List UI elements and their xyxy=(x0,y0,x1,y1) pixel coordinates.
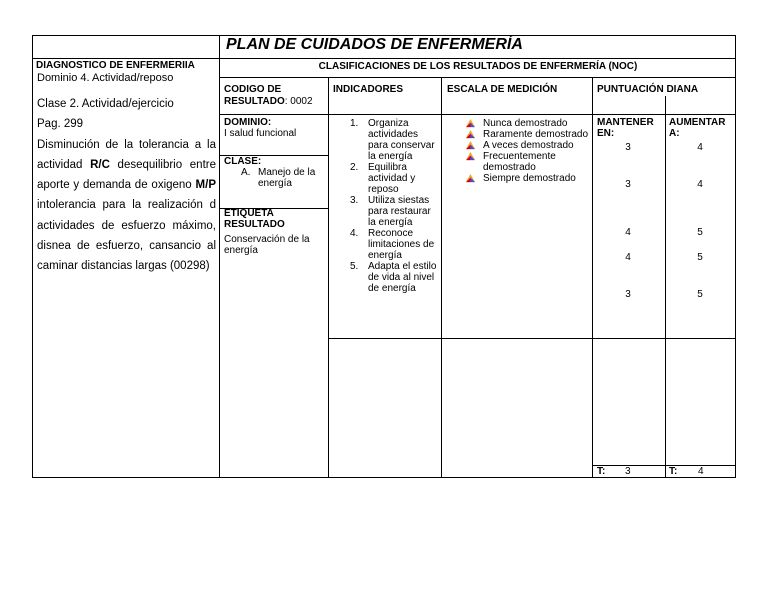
scale-text: Siempre demostrado xyxy=(483,173,576,184)
mantener-label: MANTENER EN: xyxy=(597,117,654,139)
indicator-number: 2. xyxy=(350,162,359,173)
triangle-bullet-icon xyxy=(466,141,475,150)
indicadores-header: INDICADORES xyxy=(333,84,404,95)
diagnosis-statement xyxy=(37,135,216,277)
page-title: PLAN DE CUIDADOS DE ENFERMERÍA xyxy=(226,36,523,53)
list-item xyxy=(466,151,591,173)
scale-text: Frecuentemente demostrado xyxy=(483,151,556,173)
diagnosis-body xyxy=(37,94,216,277)
mantener-score: 3 xyxy=(625,142,631,153)
table-border-right xyxy=(735,35,736,478)
mantener-score: 3 xyxy=(625,179,631,190)
etiqueta-label: ETIQUETA RESULTADO xyxy=(224,208,285,230)
indicator-text: Organiza actividades para conservar la energía xyxy=(368,118,435,162)
list-item xyxy=(466,173,591,184)
diagnosis-text-1: Disminución de la tolerancia a la actividad xyxy=(37,138,216,171)
triangle-bullet-icon xyxy=(466,174,475,183)
mantener-column-divider xyxy=(665,96,666,478)
classification-row-divider xyxy=(220,77,736,78)
diagnosis-text-3: intolerancia para la realización d actividades de esfuerzo máximo, disnea de esfuerzo, cansancio al caminar distancias largas (00298) xyxy=(37,199,216,273)
diagnosis-column-divider xyxy=(219,35,220,478)
aumentar-score: 5 xyxy=(697,252,703,263)
aumentar-label: AUMENTAR A: xyxy=(669,117,726,139)
escala-column-divider xyxy=(592,77,593,478)
list-item xyxy=(466,140,591,151)
total-aumentar-value: 4 xyxy=(698,466,704,477)
indicadores-list xyxy=(350,118,440,294)
mantener-score: 4 xyxy=(625,252,631,263)
triangle-bullet-icon xyxy=(466,130,475,139)
escala-list xyxy=(466,118,591,184)
indicator-text: Utiliza siestas para restaurar la energía xyxy=(368,195,431,228)
scale-text: Raramente demostrado xyxy=(483,129,589,140)
clase-label: CLASE: xyxy=(224,156,262,167)
indicator-text: Adapta el estilo de vida al nivel de energía xyxy=(368,261,437,294)
list-item xyxy=(350,118,440,162)
list-item xyxy=(350,261,440,294)
scale-text: A veces demostrado xyxy=(483,140,574,151)
indicadores-column-divider xyxy=(441,77,442,478)
total-mantener-value: 3 xyxy=(625,466,631,477)
escala-header: ESCALA DE MEDICIÓN xyxy=(447,84,558,95)
diagnosis-clase: Clase 2. Actividad/ejercicio xyxy=(37,98,174,110)
triangle-bullet-icon xyxy=(466,152,475,161)
puntuacion-header: PUNTUACIÓN DIANA xyxy=(597,84,699,95)
scale-text: Nunca demostrado xyxy=(483,118,568,129)
codigo-label: CODIGO DE RESULTADO xyxy=(224,84,285,107)
list-item xyxy=(350,162,440,195)
indicator-number: 5. xyxy=(350,261,359,272)
classification-header: CLASIFICACIONES DE LOS RESULTADOS DE ENFERMERÍA (NOC) xyxy=(318,61,638,72)
clase-item: Manejo de la energía xyxy=(258,167,316,189)
mantener-score: 3 xyxy=(625,289,631,300)
list-item xyxy=(466,129,591,140)
indicator-text: Reconoce limitaciones de energía xyxy=(368,228,435,261)
triangle-bullet-icon xyxy=(466,119,475,128)
indicator-number: 4. xyxy=(350,228,359,239)
total-row-divider xyxy=(592,465,736,466)
etiqueta-value: Conservación de la energía xyxy=(224,234,310,256)
aumentar-score: 5 xyxy=(697,227,703,238)
diagnosis-text-2: desequilibrio entre aporte y demanda de oxigeno xyxy=(37,158,216,192)
title-row-divider xyxy=(32,58,736,59)
list-item xyxy=(350,228,440,261)
codigo-value: : 0002 xyxy=(284,96,313,107)
table-border-left xyxy=(32,35,33,478)
indicator-number: 1. xyxy=(350,118,359,129)
header-row-divider xyxy=(220,114,736,115)
indicator-text: Equilibra actividad y reposo xyxy=(368,162,416,195)
total-mantener-label: T: xyxy=(597,466,606,477)
diagnosis-header: DIAGNOSTICO DE ENFERMERIIA xyxy=(36,60,195,71)
indicator-number: 3. xyxy=(350,195,359,206)
aumentar-score: 4 xyxy=(697,142,703,153)
list-item xyxy=(466,118,591,129)
aumentar-score: 4 xyxy=(697,179,703,190)
diagnosis-mp: M/P xyxy=(195,179,216,192)
diagnosis-dominio: Dominio 4. Actividad/reposo xyxy=(37,72,174,84)
diagnosis-rc: R/C xyxy=(90,158,110,171)
aumentar-score: 5 xyxy=(697,289,703,300)
codigo-header xyxy=(224,84,324,108)
clase-item-marker: A. xyxy=(241,167,251,178)
codigo-column-divider xyxy=(328,77,329,478)
diagnosis-page: Pag. 299 xyxy=(37,118,84,131)
body-row-divider xyxy=(328,338,736,339)
dominio-label: DOMINIO: xyxy=(224,117,272,128)
total-aumentar-label: T: xyxy=(669,466,678,477)
dominio-value: I salud funcional xyxy=(224,128,297,139)
mantener-score: 4 xyxy=(625,227,631,238)
list-item xyxy=(350,195,440,228)
